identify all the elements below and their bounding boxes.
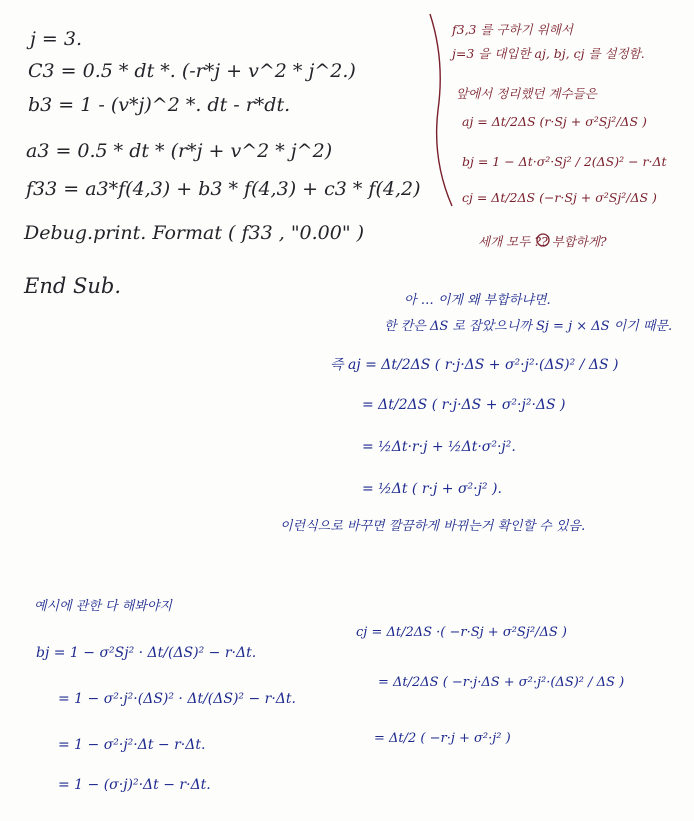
bottom-left-eq-2: = 1 − σ²·j²·(ΔS)² · Δt/(ΔS)² − r·Δt. [58, 691, 296, 707]
side-note-c-formula: cj = Δt/2ΔS (−r·Sj + σ²Sj²/ΔS ) [462, 190, 657, 205]
code-line-debug: Debug.print. Format ( f33 , "0.00" ) [24, 222, 365, 244]
bottom-right-eq-3: = Δt/2 ( −r·j + σ²·j² ) [374, 731, 511, 746]
bottom-left-eq-3: = 1 − σ²·j²·Δt − r·Δt. [58, 737, 206, 753]
middle-eq-2: = Δt/2ΔS ( r·j·ΔS + σ²·j²·ΔS ) [362, 397, 566, 413]
bottom-right-eq-1: cj = Δt/2ΔS ·( −r·Sj + σ²Sj²/ΔS ) [356, 625, 567, 640]
side-note-question: 세개 모두 ?? 부합하게? [478, 234, 607, 249]
code-line-f: f33 = a3*f(4,3) + b3 * f(4,3) + c3 * f(4,2) [26, 178, 421, 200]
code-line-b: b3 = 1 - (v*j)^2 *. dt - r*dt. [28, 94, 291, 116]
bottom-left-eq-1: bj = 1 − σ²Sj² · Δt/(ΔS)² − r·Δt. [36, 645, 257, 661]
bottom-right-eq-2: = Δt/2ΔS ( −r·j·ΔS + σ²·j²·(ΔS)² / ΔS ) [378, 675, 625, 690]
bottom-left-eq-4: = 1 − (σ·j)²·Δt − r·Δt. [58, 777, 211, 793]
code-line-c: C3 = 0.5 * dt *. (-r*j + v^2 * j^2.) [28, 60, 356, 82]
side-note-b-formula: bj = 1 − Δt·σ²·Sj² / 2(ΔS)² − r·Δt [462, 154, 667, 169]
side-note-line1: f3,3 를 구하기 위해서 [452, 22, 573, 37]
middle-eq-1: 즉 aj = Δt/2ΔS ( r·j·ΔS + σ²·j²·(ΔS)² / ΔS ) [330, 357, 619, 373]
code-line-a: a3 = 0.5 * dt * (r*j + v^2 * j^2) [26, 140, 333, 162]
middle-eq-3: = ½Δt·r·j + ½Δt·σ²·j². [362, 439, 516, 455]
middle-eq-4: = ½Δt ( r·j + σ²·j² ). [362, 481, 502, 497]
middle-note-1: 아 … 이게 왜 부합하냐면. [404, 293, 551, 308]
middle-note-2: 한 칸은 ΔS 로 잡았으니까 Sj = j × ΔS 이기 때문. [384, 319, 673, 334]
side-note-a-formula: aj = Δt/2ΔS (r·Sj + σ²Sj²/ΔS ) [462, 114, 647, 129]
code-line-j: j = 3. [30, 28, 83, 50]
middle-conclusion: 이런식으로 바꾸면 깔끔하게 바뀌는거 확인할 수 있음. [280, 519, 586, 534]
code-line-end: End Sub. [24, 274, 122, 298]
side-note-line3: 앞에서 정리했던 계수들은 [456, 86, 597, 101]
side-note-line2: j=3 을 대입한 aj, bj, cj 를 설정함. [452, 46, 645, 61]
bottom-left-title: 예시에 관한 다 해봐야지 [34, 599, 172, 614]
